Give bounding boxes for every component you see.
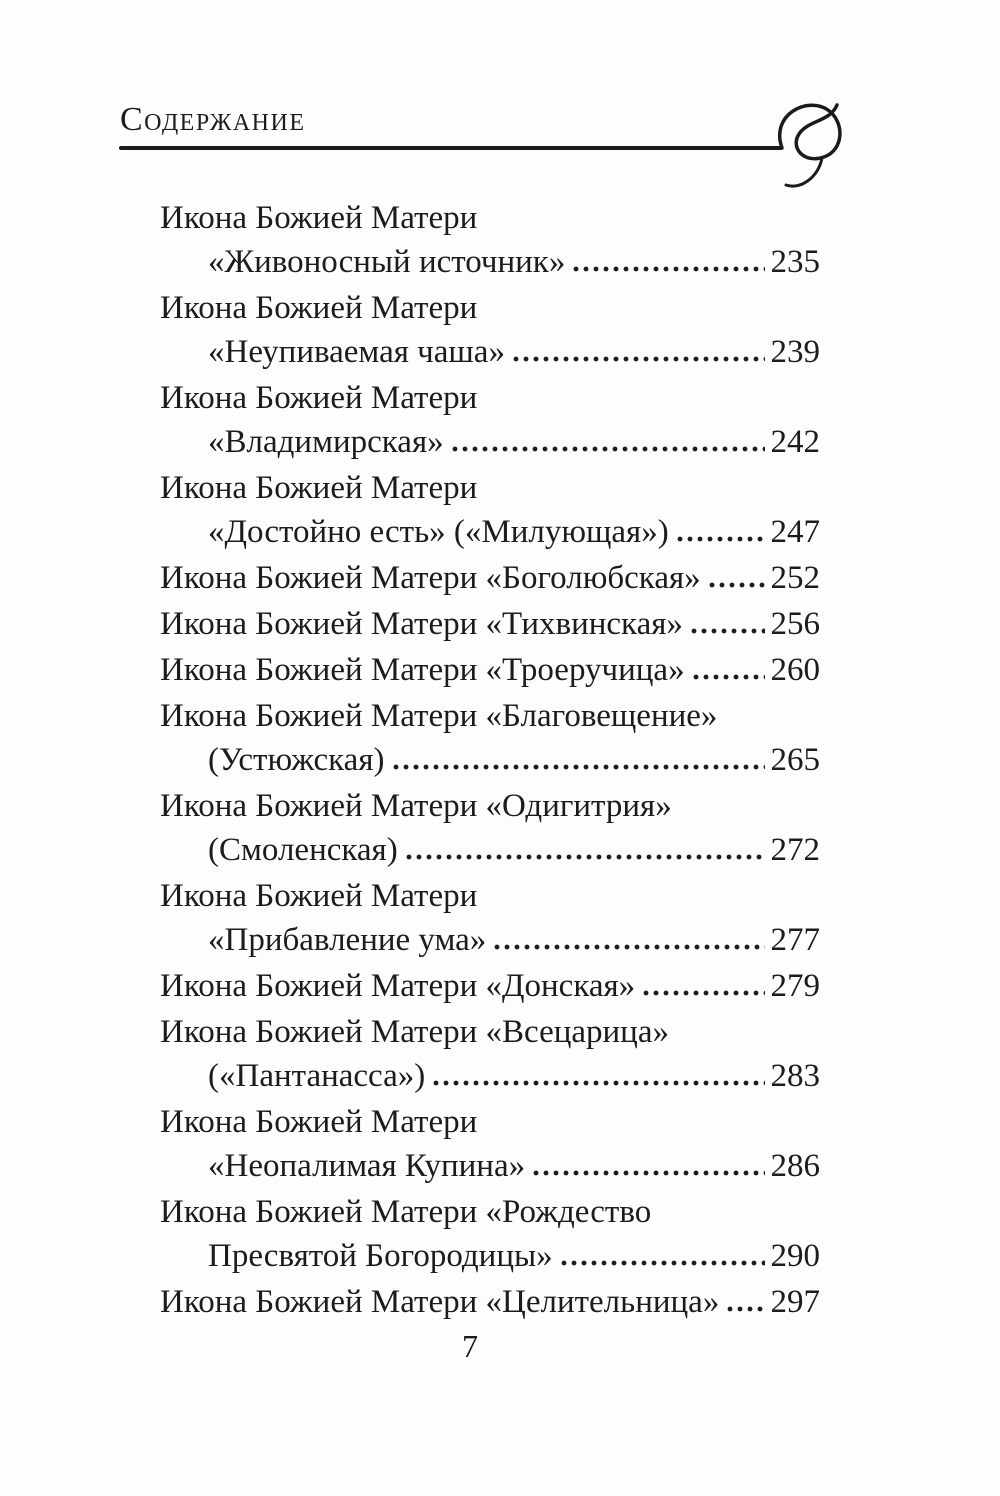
- toc-line: [160, 694, 820, 738]
- dot-leader: [433, 1080, 764, 1086]
- dot-leader: [393, 764, 765, 770]
- page-title: Содержание: [120, 101, 306, 138]
- toc-page-number: 239: [770, 334, 820, 370]
- toc-page-number: 256: [770, 606, 820, 642]
- toc-entry-title: Икона Божией Матери: [160, 380, 478, 416]
- toc-entry-title: Икона Божией Матери: [160, 200, 478, 236]
- toc-entry-title: Икона Божией Матери «Целительница»: [160, 1284, 720, 1320]
- toc-entry-title: Пресвятой Богородицы»: [208, 1238, 553, 1274]
- toc-entry-title: «Неопалимая Купина»: [208, 1148, 526, 1184]
- toc-entry: [160, 1280, 820, 1324]
- toc-page-number: 277: [770, 922, 820, 958]
- toc-line: [160, 510, 820, 554]
- dot-leader: [494, 944, 764, 950]
- toc-line: [160, 1010, 820, 1054]
- toc-entry-title: (Смоленская): [208, 832, 398, 868]
- toc-entry-title: Икона Божией Матери «Всецарица»: [160, 1014, 669, 1050]
- toc-page-number: 235: [770, 244, 820, 280]
- toc-page-number: 252: [770, 560, 820, 596]
- dot-leader: [452, 446, 765, 452]
- toc-line: [160, 556, 820, 600]
- toc-page-number: 242: [770, 424, 820, 460]
- dot-leader: [691, 628, 765, 634]
- toc-entry: [160, 556, 820, 600]
- toc-line: [160, 466, 820, 510]
- dot-leader: [643, 990, 764, 996]
- toc-line: [160, 602, 820, 646]
- toc-entry-title: «Владимирская»: [208, 424, 444, 460]
- toc-entry-title: Икона Божией Матери «Троеручица»: [160, 652, 685, 688]
- dot-leader: [406, 854, 765, 860]
- toc-entry-title: «Достойно есть» («Милующая»): [208, 514, 669, 550]
- toc-line: [160, 648, 820, 692]
- toc-entry: [160, 602, 820, 646]
- toc-line: [160, 286, 820, 330]
- toc-line: [160, 1100, 820, 1144]
- calligraphic-flourish-icon: [740, 92, 870, 207]
- toc-entry-title: Икона Божией Матери «Благовещение»: [160, 698, 718, 734]
- toc-page-number: 283: [770, 1058, 820, 1094]
- toc-entry-title: Икона Божией Матери: [160, 878, 478, 914]
- toc-entry-title: Икона Божией Матери «Боголюбская»: [160, 560, 701, 596]
- toc-entry: [160, 1010, 820, 1098]
- toc-entry: [160, 648, 820, 692]
- toc-line: [160, 828, 820, 872]
- toc-entry-title: («Пантанасса»): [208, 1058, 426, 1094]
- toc-entry-title: Икона Божией Матери «Одигитрия»: [160, 788, 672, 824]
- dot-leader: [561, 1260, 765, 1266]
- toc-line: [160, 918, 820, 962]
- toc-line: [160, 964, 820, 1008]
- toc-page-number: 260: [770, 652, 820, 688]
- toc-entry: [160, 1190, 820, 1278]
- toc-line: [160, 784, 820, 828]
- toc-entry: [160, 286, 820, 374]
- toc-page-number: 297: [770, 1284, 820, 1320]
- toc-line: [160, 738, 820, 782]
- footer-page-number: 7: [462, 1328, 478, 1364]
- toc-entry-title: «Живоносный источник»: [208, 244, 566, 280]
- toc-entry: [160, 694, 820, 782]
- toc-line: [160, 1144, 820, 1188]
- toc-line: [160, 1054, 820, 1098]
- toc-page-number: 279: [770, 968, 820, 1004]
- dot-leader: [513, 356, 765, 362]
- dot-leader: [533, 1170, 764, 1176]
- toc-page-number: 247: [770, 514, 820, 550]
- toc-entry-title: «Прибавление ума»: [208, 922, 487, 958]
- toc-line: [160, 874, 820, 918]
- toc-entry: [160, 1100, 820, 1188]
- toc-line: [160, 1190, 820, 1234]
- toc-entry-title: Икона Божией Матери: [160, 470, 478, 506]
- toc-line: [160, 420, 820, 464]
- toc-line: [160, 376, 820, 420]
- toc-entry-title: Икона Божией Матери «Рождество: [160, 1194, 652, 1230]
- dot-leader: [677, 536, 765, 542]
- toc-line: [160, 196, 820, 240]
- toc-entry-title: «Неупиваемая чаша»: [208, 334, 505, 370]
- toc-line: [160, 240, 820, 284]
- header-rule: [119, 146, 783, 150]
- toc-page-number: 290: [770, 1238, 820, 1274]
- dot-leader: [709, 582, 765, 588]
- toc-page-number: 286: [770, 1148, 820, 1184]
- toc-page-number: 265: [770, 742, 820, 778]
- toc-entry: [160, 784, 820, 872]
- toc-entry-title: Икона Божией Матери «Донская»: [160, 968, 636, 1004]
- toc-entry: [160, 466, 820, 554]
- toc-line: [160, 330, 820, 374]
- toc-entry-title: (Устюжская): [208, 742, 385, 778]
- dot-leader: [693, 674, 765, 680]
- dot-leader: [727, 1306, 764, 1312]
- dot-leader: [573, 266, 764, 272]
- toc-entry-title: Икона Божией Матери: [160, 290, 478, 326]
- toc-entry: [160, 376, 820, 464]
- toc-entry-title: Икона Божией Матери: [160, 1104, 478, 1140]
- toc-line: [160, 1280, 820, 1324]
- toc-list: [160, 196, 820, 1326]
- toc-entry-title: Икона Божией Матери «Тихвинская»: [160, 606, 683, 642]
- toc-entry: [160, 196, 820, 284]
- toc-page-number: 272: [770, 832, 820, 868]
- toc-line: [160, 1234, 820, 1278]
- toc-entry: [160, 874, 820, 962]
- toc-entry: [160, 964, 820, 1008]
